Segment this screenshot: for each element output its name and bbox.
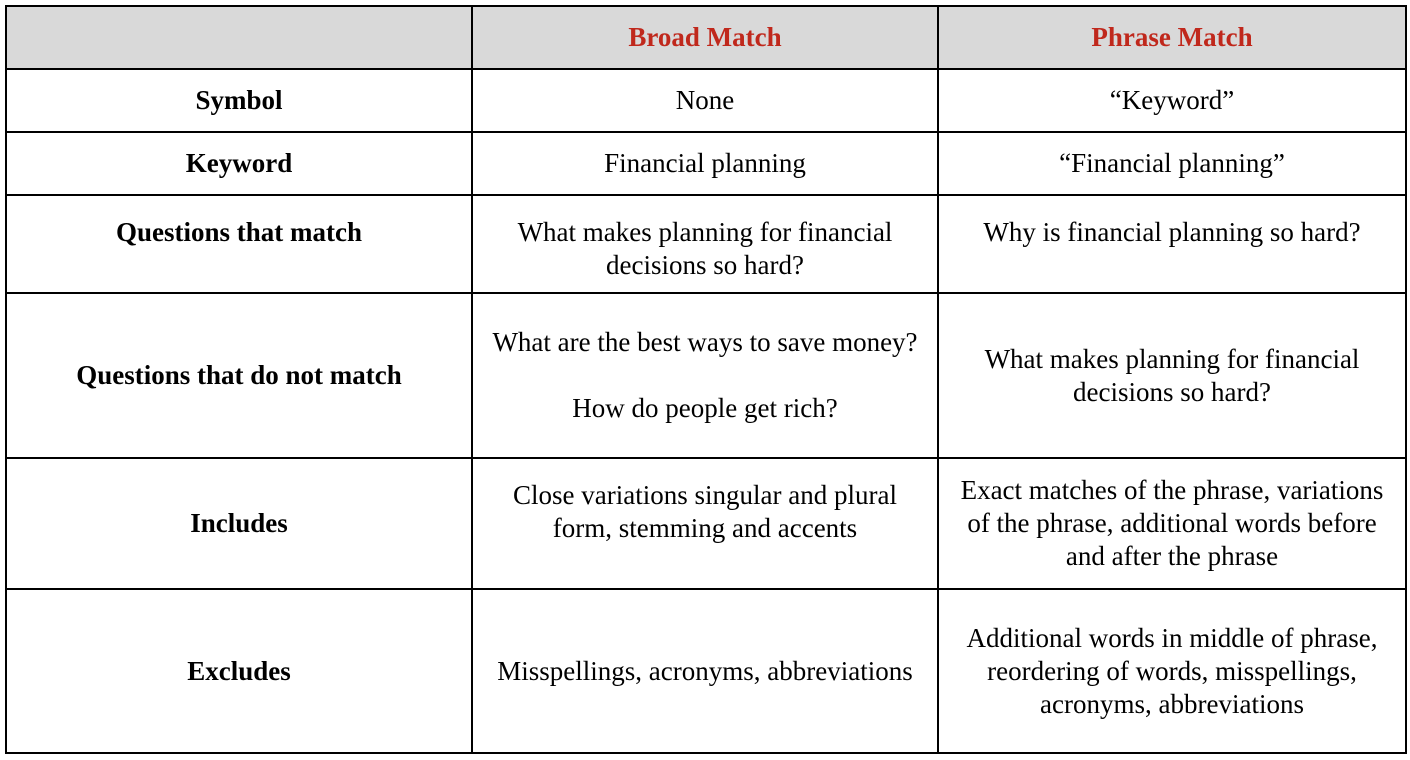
row-label-questions-no-match: Questions that do not match [6, 293, 472, 458]
broad-no-match-question-1: What are the best ways to save money? [492, 327, 918, 357]
broad-questions-no-match-cell [472, 293, 938, 458]
paragraph-gap [491, 359, 919, 392]
phrase-questions-no-match-cell: What makes planning for financial decisions so hard? [938, 293, 1406, 458]
table-row [6, 458, 1406, 589]
table-header-row [6, 6, 1406, 69]
phrase-symbol-cell: “Keyword” [938, 69, 1406, 132]
row-label-symbol: Symbol [6, 69, 472, 132]
table-row [6, 69, 1406, 132]
row-label-excludes: Excludes [6, 589, 472, 753]
broad-symbol-cell: None [472, 69, 938, 132]
table-row [6, 293, 1406, 458]
broad-includes-cell: Close variations singular and plural form, stemming and accents [472, 458, 938, 589]
row-label-keyword: Keyword [6, 132, 472, 195]
row-label-questions-match: Questions that match [6, 195, 472, 293]
phrase-questions-match-cell: Why is financial planning so hard? [938, 195, 1406, 293]
phrase-keyword-cell: “Financial planning” [938, 132, 1406, 195]
table-row [6, 132, 1406, 195]
phrase-excludes-cell: Additional words in middle of phrase, reordering of words, misspellings, acronyms, abbreviations [938, 589, 1406, 753]
match-type-comparison-table [5, 5, 1407, 754]
broad-no-match-question-2: How do people get rich? [572, 393, 838, 423]
header-broad-match: Broad Match [472, 6, 938, 69]
broad-questions-match-cell: What makes planning for financial decisions so hard? [472, 195, 938, 293]
table-row [6, 195, 1406, 293]
phrase-includes-cell: Exact matches of the phrase, variations of the phrase, additional words before and after the phrase [938, 458, 1406, 589]
row-label-includes: Includes [6, 458, 472, 589]
header-phrase-match: Phrase Match [938, 6, 1406, 69]
broad-excludes-cell: Misspellings, acronyms, abbreviations [472, 589, 938, 753]
table-row [6, 589, 1406, 753]
header-empty-cell [6, 6, 472, 69]
broad-keyword-cell: Financial planning [472, 132, 938, 195]
